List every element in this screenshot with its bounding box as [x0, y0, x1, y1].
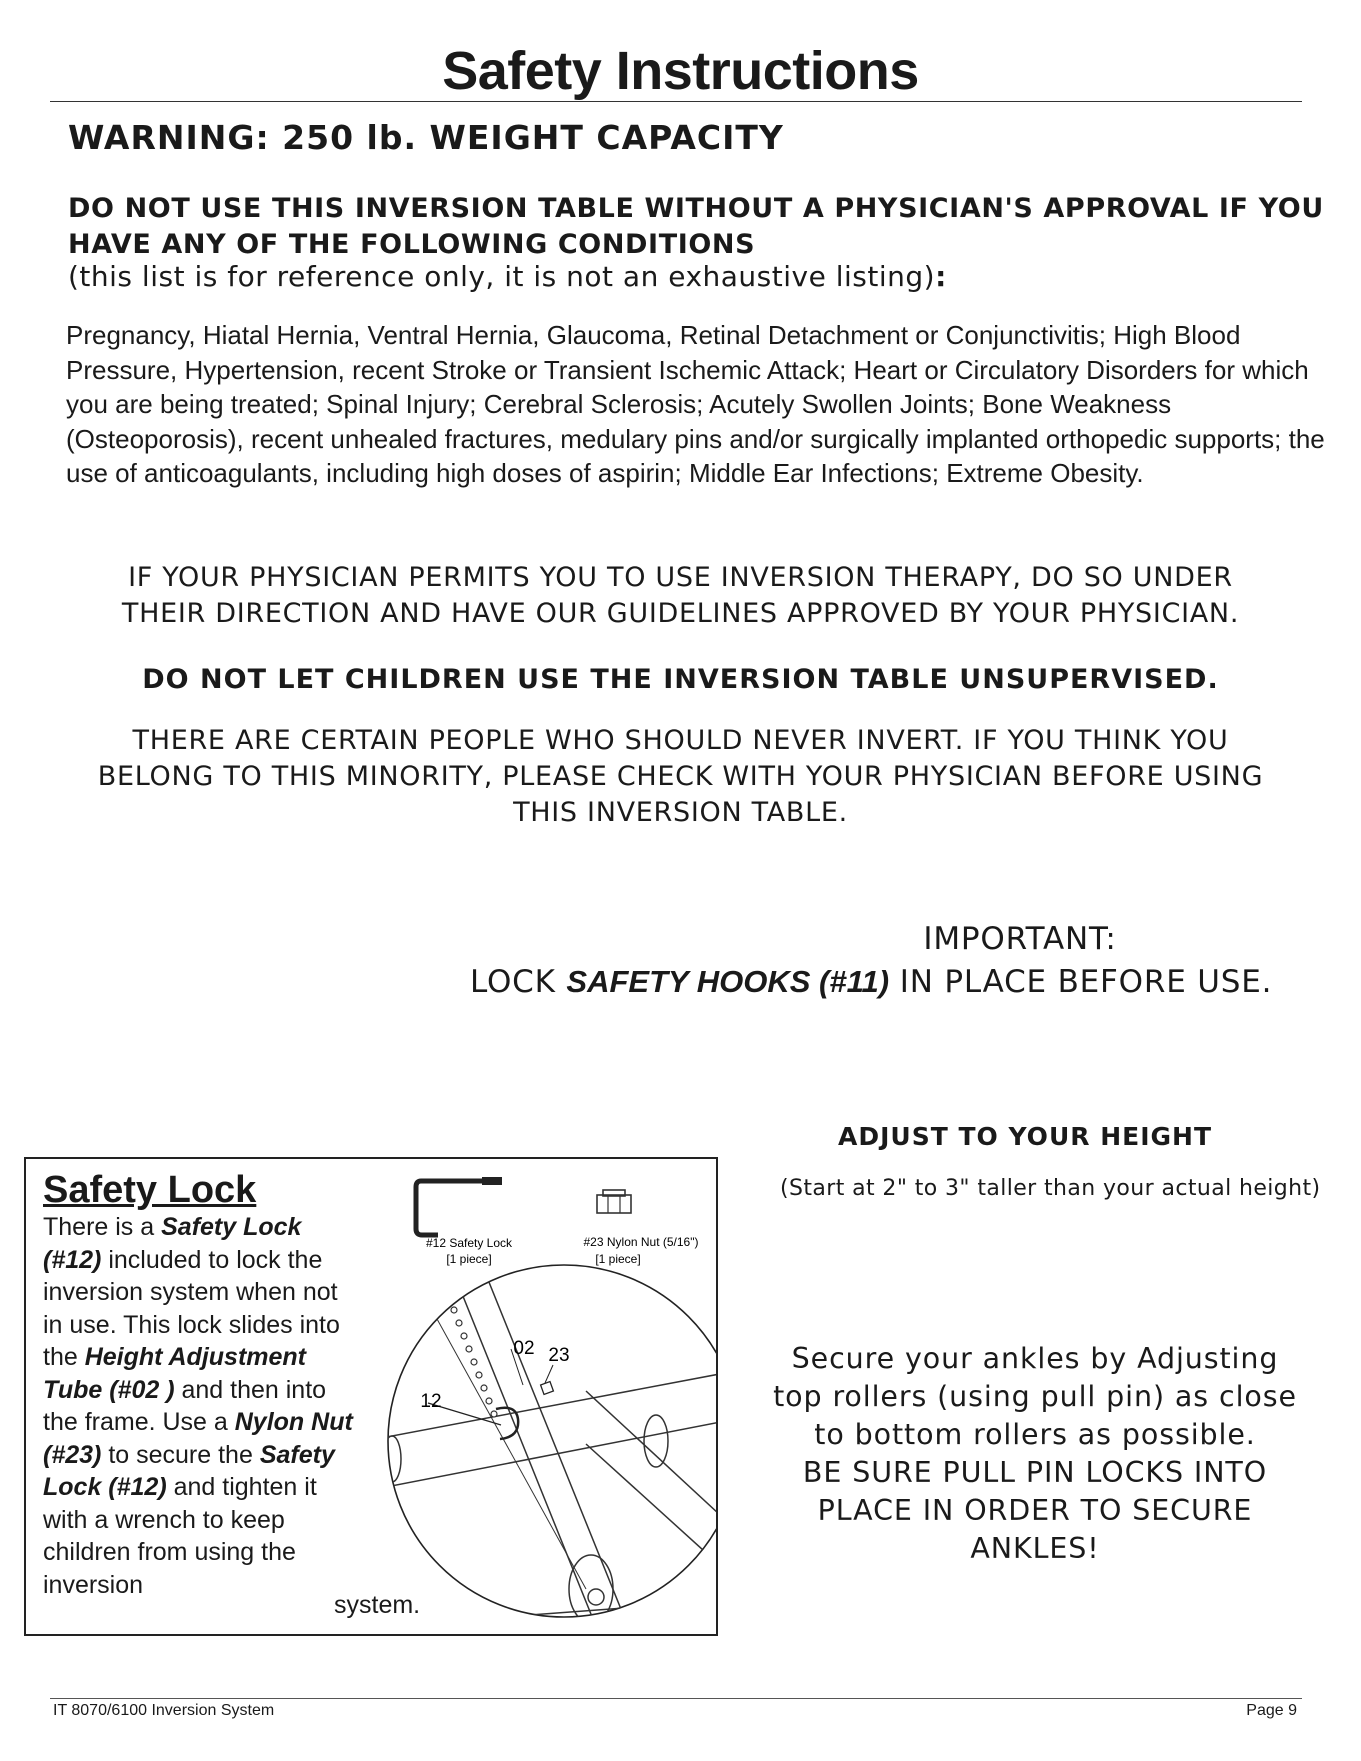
lock-prefix: LOCK [470, 964, 567, 1000]
physician-permits-line-2: THEIR DIRECTION AND HAVE OUR GUIDELINES APPROVED BY YOUR PHYSICIAN. [121, 598, 1240, 629]
part-12-qty: [1 piece] [446, 1252, 492, 1266]
secure-ankles-instructions [720, 1340, 1350, 1568]
important-label: IMPORTANT: [923, 921, 1117, 957]
safety-lock-description: There is a Safety Lock (#12) included to lock the inversion system when not in use. This lock slides into the Height Adjustment Tube (#02 ) and then into the frame. Use a Nylon Nut (#23) to secure the Safety Lock (#12) and tighten it with a wrench to keep children from using the inversion [43, 1213, 353, 1599]
title-divider [50, 101, 1302, 102]
nylon-nut-part-icon [597, 1190, 631, 1213]
weight-capacity-warning: WARNING: 250 lb. WEIGHT CAPACITY [68, 118, 784, 157]
secure-line-3: to bottom rollers as possible. [814, 1418, 1256, 1451]
adjust-height-note: (Start at 2" to 3" taller than your actual height) [780, 1176, 1321, 1201]
footer-product-name: IT 8070/6100 Inversion System [53, 1702, 275, 1719]
part-23-qty: [1 piece] [595, 1252, 641, 1266]
callout-12: 12 [420, 1391, 442, 1412]
certain-people-line-2: BELONG TO THIS MINORITY, PLEASE CHECK WITH YOUR PHYSICIAN BEFORE USING [97, 761, 1264, 792]
certain-people-line-3: THIS INVERSION TABLE. [513, 797, 848, 828]
physician-approval-heading: DO NOT USE THIS INVERSION TABLE WITHOUT A PHYSICIAN'S APPROVAL IF YOU HAVE ANY OF THE FOLLOWING CONDITIONS [68, 193, 1324, 260]
reference-note-text: (this list is for reference only, it is not an exhaustive listing) [68, 260, 936, 293]
conditions-list: Pregnancy, Hiatal Hernia, Ventral Hernia, Glaucoma, Retinal Detachment or Conjunctivitis; High Blood Pressure, Hypertension, recent Stroke or Transient Ischemic Attack; Heart or Circulatory Disorders for which you are being treated; Spinal Injury; Cerebral Sclerosis; Acutely Swollen Joints; Bone Weakness (Osteoporosis), recent unhealed fractures, medulary pins and/or surgically implanted orthopedic supports; the use of anticoagulants, including high doses of aspirin; Middle Ear Infections; Extreme Obesity. [66, 320, 1325, 488]
lock-suffix: IN PLACE BEFORE USE. [889, 964, 1273, 1000]
safety-lock-panel [24, 1157, 718, 1636]
reference-note [68, 260, 947, 293]
physician-permits-line-1: IF YOUR PHYSICIAN PERMITS YOU TO USE INVERSION THERAPY, DO SO UNDER [128, 562, 1233, 593]
secure-line-4: BE SURE PULL PIN LOCKS INTO [802, 1456, 1268, 1489]
safety-hooks-instruction [470, 964, 1272, 1000]
adjust-height-heading: ADJUST TO YOUR HEIGHT [838, 1122, 1212, 1151]
callout-23: 23 [548, 1345, 570, 1366]
certain-people-notice [0, 723, 1361, 831]
safety-hooks-emphasis: SAFETY HOOKS (#11) [566, 964, 890, 999]
footer-divider [50, 1698, 1302, 1699]
part-12-label: #12 Safety Lock [425, 1236, 513, 1250]
part-23-label: #23 Nylon Nut (5/16") [583, 1235, 699, 1249]
assembly-detail-circle [376, 1245, 718, 1636]
secure-line-6: ANKLES! [970, 1532, 1100, 1565]
reference-note-colon: : [935, 260, 947, 293]
physician-permits-notice [0, 560, 1361, 632]
footer-page-number: Page 9 [1246, 1702, 1297, 1719]
page-title: Safety Instructions [442, 41, 919, 101]
secure-line-5: PLACE IN ORDER TO SECURE [817, 1494, 1253, 1527]
safety-lock-description-end: system. [334, 1591, 421, 1619]
safety-lock-heading: Safety Lock [43, 1169, 257, 1211]
certain-people-line-1: THERE ARE CERTAIN PEOPLE WHO SHOULD NEVER INVERT. IF YOU THINK YOU [132, 725, 1229, 756]
children-warning: DO NOT LET CHILDREN USE THE INVERSION TABLE UNSUPERVISED. [142, 664, 1219, 695]
safety-lock-part-icon [416, 1177, 502, 1235]
secure-line-2: top rollers (using pull pin) as close [773, 1380, 1297, 1413]
secure-line-1: Secure your ankles by Adjusting [791, 1342, 1279, 1375]
callout-02: 02 [513, 1338, 535, 1359]
